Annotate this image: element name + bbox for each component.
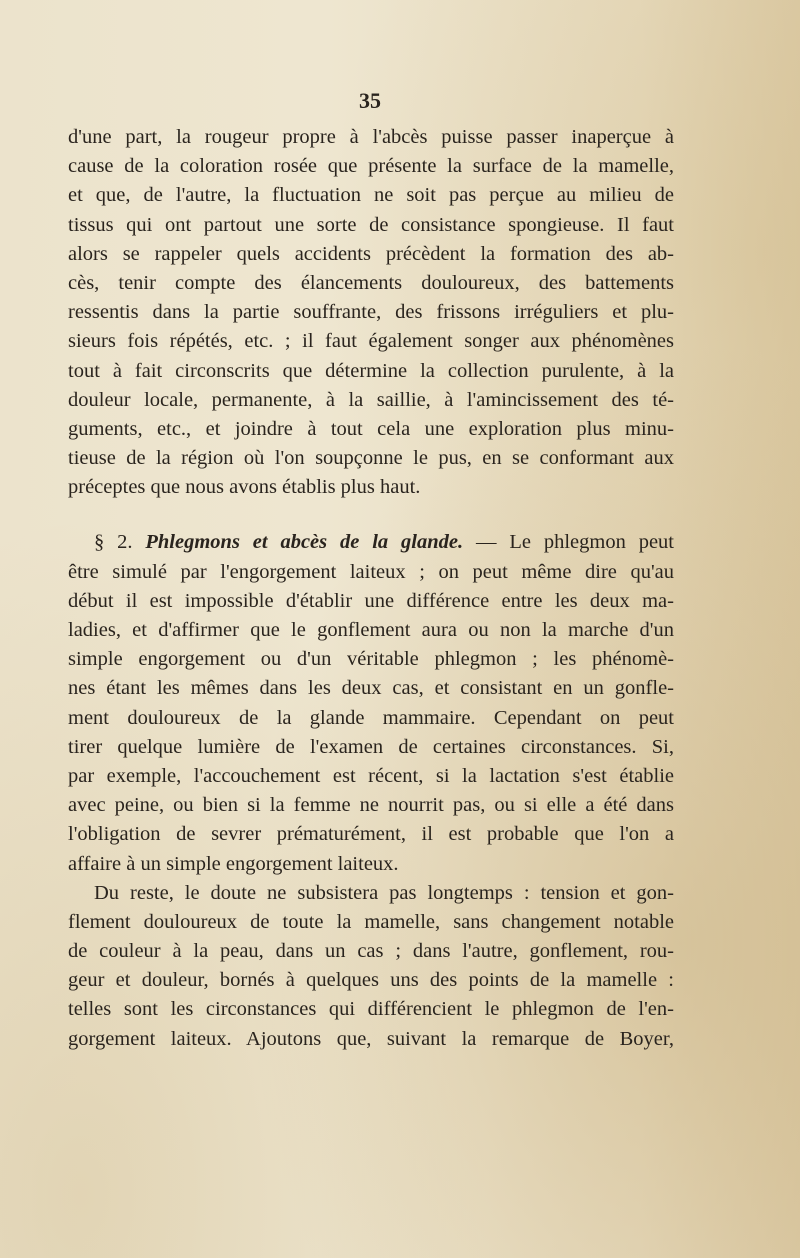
text-line: d'une part, la rougeur propre à l'abcès puisse passer inaperçue à: [68, 126, 674, 148]
text-line: de couleur à la peau, dans un cas ; dans l'autre, gonflement, rou-: [68, 940, 674, 963]
text-line: cès, tenir compte des élancements douloureux, des battements: [68, 271, 674, 294]
section-title: Phlegmons et abcès de la glande.: [145, 531, 464, 554]
paragraph-gap: [68, 502, 674, 528]
text-line: préceptes que nous avons établis plus haut.: [68, 476, 421, 499]
text-line: Du reste, le doute ne subsistera pas longtemps : tension et gon-: [94, 881, 674, 904]
text-line: par exemple, l'accouchement est récent, si la lactation s'est établie: [68, 764, 674, 787]
text-line: cause de la coloration rosée que présente la surface de la mamelle,: [68, 155, 674, 178]
text-line: gorgement laiteux. Ajoutons que, suivant la remarque de Boyer,: [68, 1027, 674, 1050]
section-first-line-rest: — Le phlegmon peut: [475, 531, 675, 554]
text-line: simple engorgement ou d'un véritable phlegmon ; les phénomè-: [68, 648, 674, 671]
text-line: ladies, et d'affirmer que le gonflement aura ou non la marche d'un: [68, 619, 674, 641]
section-number: § 2.: [94, 531, 133, 554]
text-line: avec peine, ou bien si la femme ne nourrit pas, ou si elle a été dans: [68, 794, 674, 817]
section-heading-line: [68, 528, 674, 557]
text-line: début il est impossible d'établir une différence entre les deux ma-: [68, 589, 674, 612]
text-line: nes étant les mêmes dans les deux cas, et consistant en un gonfle-: [68, 677, 674, 700]
text-line: alors se rappeler quels accidents précèdent la formation des ab-: [68, 242, 674, 265]
text-line: douleur locale, permanente, à la saillie, à l'amincissement des té-: [68, 388, 674, 411]
text-line: affaire à un simple engorgement laiteux.: [68, 852, 399, 875]
page-number: 35: [359, 88, 381, 113]
text-line: flement douloureux de toute la mamelle, sans changement notable: [68, 910, 674, 933]
text-line: guments, etc., et joindre à tout cela une exploration plus minu-: [68, 417, 674, 440]
body-text: [68, 123, 674, 1054]
text-line: geur et douleur, bornés à quelques uns des points de la mamelle :: [68, 969, 674, 992]
text-line: être simulé par l'engorgement laiteux ; on peut même dire qu'au: [68, 560, 674, 583]
text-line: tieuse de la région où l'on soupçonne le pus, en se conformant aux: [68, 447, 674, 470]
text-line: et que, de l'autre, la fluctuation ne soit pas perçue au milieu de: [68, 184, 674, 207]
text-line: ressentis dans la partie souffrante, des frissons irréguliers et plu-: [68, 301, 674, 324]
text-line: l'obligation de sevrer prématurément, il est probable que l'on a: [68, 823, 674, 846]
text-line: tirer quelque lumière de l'examen de certaines circonstances. Si,: [68, 735, 674, 758]
text-line: sieurs fois répétés, etc. ; il faut également songer aux phénomènes: [68, 330, 674, 353]
text-line: tissus qui ont partout une sorte de consistance spongieuse. Il faut: [68, 213, 674, 236]
text-line: tout à fait circonscrits que détermine la collection purulente, à la: [68, 359, 674, 382]
text-line: telles sont les circonstances qui différencient le phlegmon de l'en-: [68, 998, 674, 1021]
text-line: ment douloureux de la glande mammaire. Cependant on peut: [68, 706, 674, 729]
